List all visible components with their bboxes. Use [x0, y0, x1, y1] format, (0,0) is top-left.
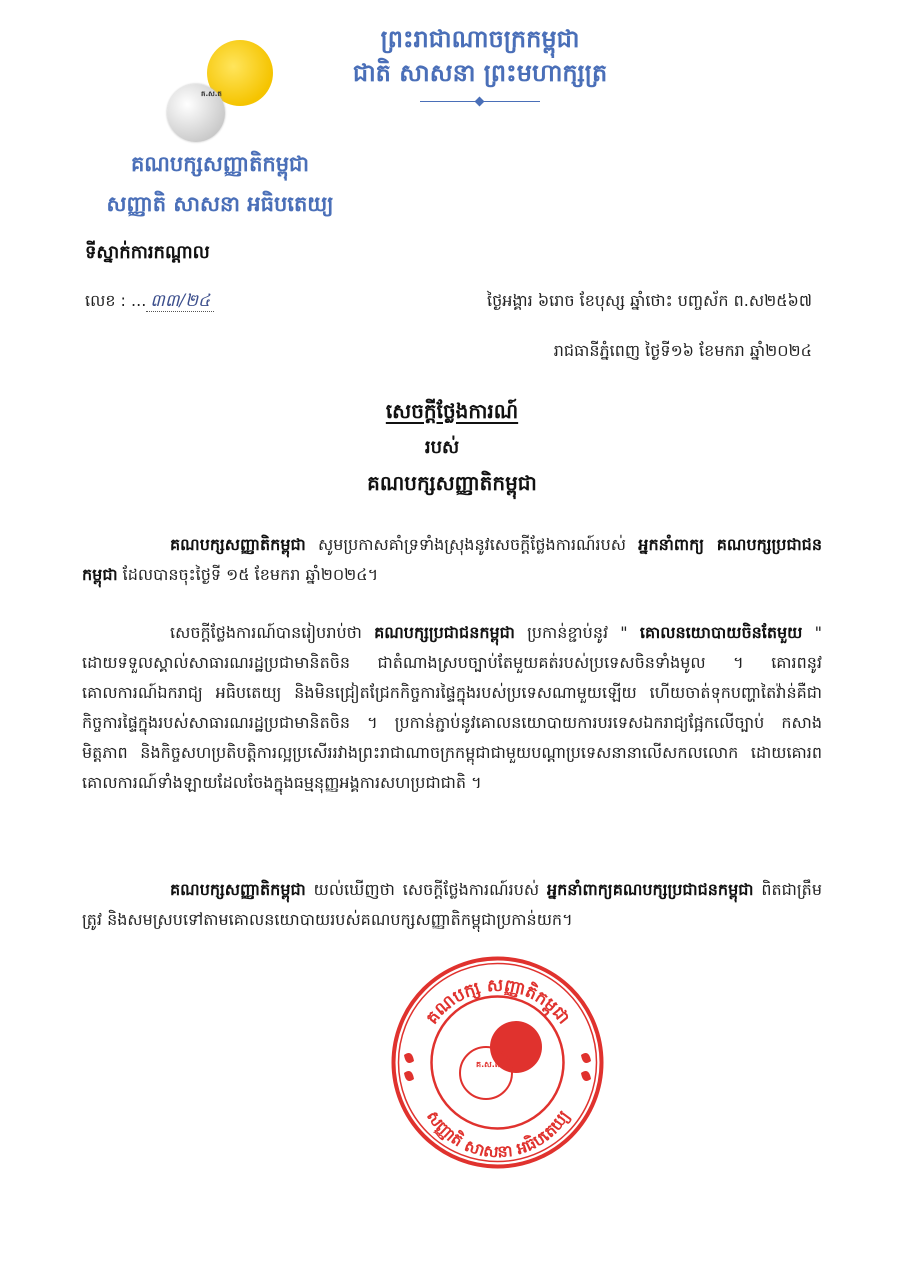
p2-text-2: ប្រកាន់ខ្ជាប់នូវ " — [514, 623, 640, 642]
paragraph-3 — [82, 875, 822, 935]
statement-title-text: សេចក្តីថ្លែងការណ៍ — [385, 399, 519, 423]
reference-label: លេខ : ... — [85, 291, 147, 310]
statement-title — [0, 398, 904, 428]
p3-bold-1: គណបក្សសញ្ញាតិកម្ពុជា — [170, 880, 306, 899]
kingdom-title: ព្រះរាជាណាចក្រកម្ពុជា — [380, 25, 580, 53]
p1-text-2: ដែលបានចុះថ្ងៃទី ១៥ ខែមករា ឆ្នាំ២០២៤។ — [117, 565, 379, 584]
reference-value: ៣៣/២៤ — [146, 291, 214, 312]
kingdom-motto: ជាតិ សាសនា ព្រះមហាក្សត្រ — [352, 59, 608, 87]
seal-left-leaf-icon — [404, 1053, 414, 1081]
paragraph-2 — [82, 618, 822, 798]
reference-number — [85, 290, 214, 315]
p2-bold-2: គោលនយោបាយចិនតែមួយ — [639, 623, 803, 642]
lunar-date: ថ្ងៃអង្គារ ៦រោច ខែបុស្ស ឆ្នាំថោះ បញ្ចស័ក ព.ស២៥៦៧ — [487, 291, 812, 310]
office-label: ទីស្នាក់ការកណ្តាល — [85, 242, 210, 263]
ornament-divider — [420, 96, 540, 108]
party-name: គណបក្សសញ្ញាតិកម្ពុជា — [130, 152, 310, 176]
statement-party: គណបក្សសញ្ញាតិកម្ពុជា — [367, 471, 537, 495]
party-motto: សញ្ញាតិ សាសនា អធិបតេយ្យ — [106, 192, 334, 216]
p2-text-3: " ដោយទទួលស្គាល់សាធារណរដ្ឋប្រជាមានិតចិន ជាតំណាងស្របច្បាប់តែមួយគត់របស់ប្រទេសចិនទាំងមូល ។ គោរពនូវគោលការណ៍ឯករាជ្យ អធិបតេយ្យ និងមិនជ្រៀតជ្រែកកិច្ចការផ្ទៃក្នុងរបស់ប្រទេសណាមួយឡើយ ហើយចាត់ទុកបញ្ហាតៃវ៉ាន់គឺជាកិច្ចការផ្ទៃក្នុងរបស់សាធារណរដ្ឋប្រជាមានិតចិន ។ ប្រកាន់ភ្ជាប់នូវគោលនយោបាយការបរទេសឯករាជ្យផ្អែកលើច្បាប់ កសាងមិត្តភាព និងកិច្ចសហប្រតិបត្តិការល្អប្រសើររវាងព្រះរាជាណាចក្រកម្ពុជាជាមួយបណ្តាប្រទេសនានាលើសកលលោក ដោយគោរពគោលការណ៍ទាំងឡាយដែលចែងក្នុងធម្មនុញ្ញអង្គការសហប្រជាជាតិ ។ — [82, 623, 822, 792]
solar-date: រាជធានីភ្នំពេញ ថ្ងៃទី១៦ ខែមករា ឆ្នាំ២០២៤ — [553, 341, 812, 360]
p1-text-1: សូមប្រកាសគាំទ្រទាំងស្រុងនូវសេចក្តីថ្លែងការណ៍របស់ — [305, 535, 639, 554]
seal-ring-top: គណបក្ស សញ្ញាតិកម្ពុជា — [422, 975, 574, 1029]
p3-bold-2: អ្នកនាំពាក្យគណបក្សប្រជាជនកម្ពុជា — [546, 880, 754, 899]
statement-of: របស់ — [424, 437, 460, 458]
p1-bold-1: គណបក្សសញ្ញាតិកម្ពុជា — [170, 535, 306, 554]
p2-text-1: សេចក្តីថ្លែងការណ៍បានរៀបរាប់ថា — [170, 623, 375, 642]
paragraph-1 — [82, 530, 822, 590]
seal-moon-icon — [460, 1047, 512, 1099]
party-logo — [165, 38, 280, 148]
p3-text-1: យល់ឃើញថា សេចក្តីថ្លែងការណ៍របស់ — [305, 880, 547, 899]
p1-bold-2: អ្នកនាំពាក្យ គណបក្សប្រជាជនកម្ពុជា — [82, 535, 822, 584]
party-header — [80, 148, 360, 220]
seal-center-tag: គ.ស.ត — [476, 1060, 500, 1069]
logo-tag: គ.ស.ត — [201, 90, 222, 98]
official-seal — [390, 955, 605, 1170]
seal-stamp-icon — [390, 955, 605, 1170]
seal-ring-bottom: សញ្ញាតិ សាសនា អធិបតេយ្យ — [423, 1106, 574, 1162]
seal-right-leaf-icon — [581, 1053, 591, 1081]
svg-text:គណបក្ស សញ្ញាតិកម្ពុជា — [422, 976, 573, 1028]
diamond-icon — [475, 97, 485, 107]
p2-bold-1: គណបក្សប្រជាជនកម្ពុជា — [374, 623, 515, 642]
p3-text-2: ពិតជាត្រឹមត្រូវ និងសមស្របទៅតាមគោលនយោបាយរបស់គណបក្សសញ្ញាតិកម្ពុជាប្រកាន់យក។ — [82, 880, 822, 929]
kingdom-header — [300, 22, 660, 108]
